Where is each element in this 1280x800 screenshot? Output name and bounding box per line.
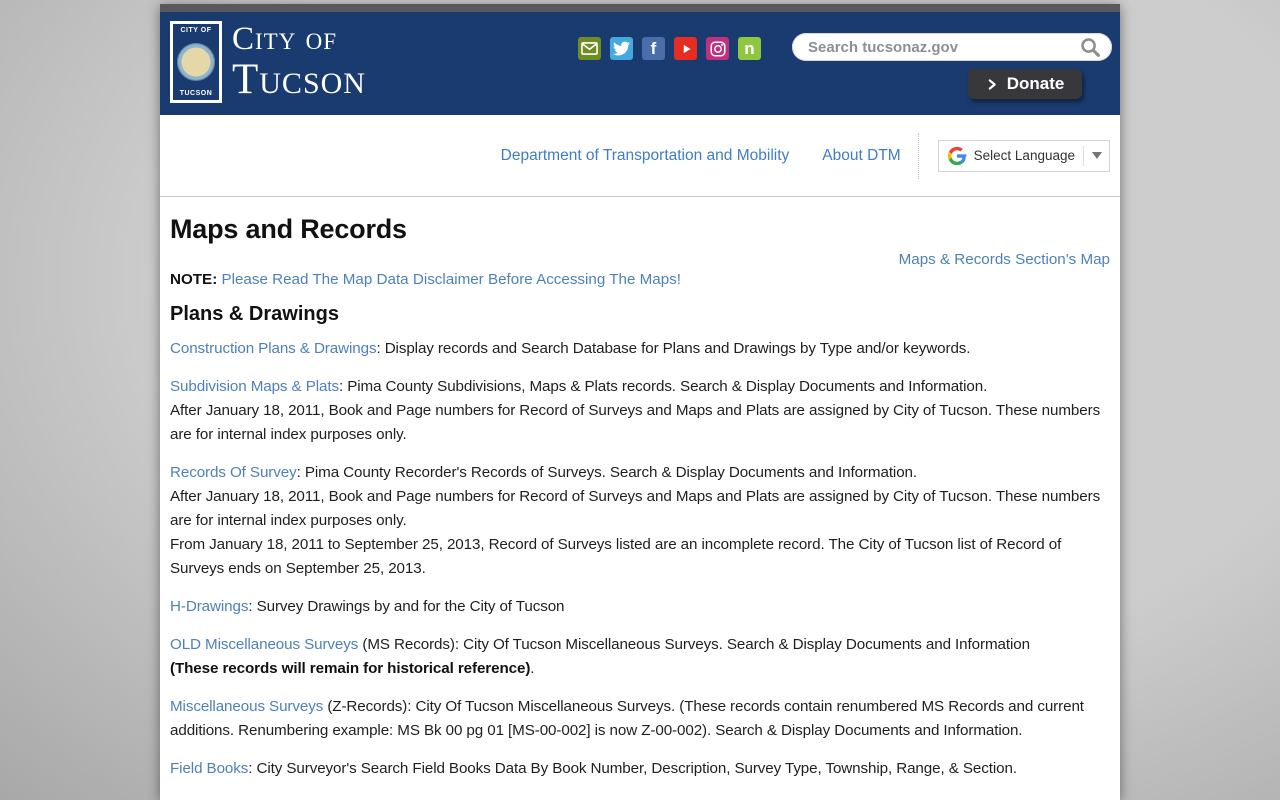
inline-link[interactable]: Miscellaneous Surveys: [170, 698, 324, 715]
language-selector-divider: [1083, 146, 1084, 166]
paragraph-list: [170, 337, 1110, 781]
note-label: NOTE:: [170, 271, 218, 288]
search-input[interactable]: [806, 38, 1079, 57]
paragraph-text: (These records will remain for historical reference): [170, 660, 531, 677]
paragraph: [170, 375, 1110, 447]
social-links: [578, 37, 761, 60]
nextdoor-icon[interactable]: [738, 37, 761, 60]
language-selector[interactable]: [938, 140, 1110, 172]
page-title: Maps and Records: [170, 214, 407, 244]
inline-link[interactable]: Construction Plans & Drawings: [170, 340, 377, 357]
donate-button[interactable]: [968, 69, 1082, 99]
site-search: [792, 33, 1112, 61]
youtube-icon[interactable]: [674, 37, 697, 60]
paragraph-text: After January 18, 2011, Book and Page numbers for Record of Surveys and Maps and Plats are assigned by City of Tucson. These numbers are for internal index purposes only.: [170, 402, 1101, 443]
logo-wordmark: [232, 23, 366, 101]
chevron-right-icon: [986, 77, 999, 92]
paragraph: [170, 695, 1110, 743]
paragraph: [170, 461, 1110, 581]
paragraph: [170, 337, 1110, 361]
nav-divider: [918, 133, 919, 179]
wordmark-line1: City of: [232, 21, 337, 57]
inline-link[interactable]: Records Of Survey: [170, 464, 297, 481]
inline-link[interactable]: Field Books: [170, 760, 249, 777]
page-top-strip: [160, 4, 1120, 12]
seal-top-text: CITY OF: [180, 27, 212, 34]
paragraph-text: (Z-Records): City Of Tucson Miscellaneous Surveys. (These records contain renumbered MS Records and current additions. Renumbering example: MS Bk 00 pg 01 [MS-00-002] is now Z-00-002). Search & Display Documents and Information.: [170, 698, 1084, 739]
facebook-icon[interactable]: [642, 37, 665, 60]
facebook-glyph: f: [650, 39, 657, 58]
language-selector-label: Select Language: [973, 148, 1075, 163]
paragraph-text: : Survey Drawings by and for the City of Tucson: [248, 598, 565, 615]
inline-link[interactable]: H-Drawings: [170, 598, 249, 615]
paragraph-text: : City Surveyor's Search Field Books Data By Book Number, Description, Survey Type, Township, Range, & Section.: [248, 760, 1017, 777]
site-masthead: [160, 12, 1120, 115]
inline-link[interactable]: Subdivision Maps & Plats: [170, 378, 339, 395]
nav-link-about-dtm[interactable]: About DTM: [822, 146, 901, 164]
note-line: [170, 271, 1110, 288]
nextdoor-glyph: n: [744, 39, 755, 58]
paragraph-text: From January 18, 2011 to September 25, 2013, Record of Surveys listed are an incomplete record. The City of Tucson list of Record of Surveys ends on September 25, 2013.: [170, 536, 1062, 577]
paragraph-text: : Pima County Recorder's Records of Surveys. Search & Display Documents and Information.: [296, 464, 918, 481]
wordmark-line2: Tucson: [232, 56, 366, 103]
section-map-link[interactable]: Maps & Records Section's Map: [898, 251, 1110, 268]
seal-bottom-text: TUCSON: [179, 90, 213, 97]
nav-strip: [160, 115, 1120, 197]
section-map-line: [170, 251, 1110, 268]
nav-link-department[interactable]: Department of Transportation and Mobility: [500, 146, 790, 164]
paragraph-text: After January 18, 2011, Book and Page numbers for Record of Surveys and Maps and Plats are assigned by City of Tucson. These numbers are for internal index purposes only.: [170, 488, 1101, 529]
paragraph-text: .: [530, 660, 535, 677]
paragraph-text: : Pima County Subdivisions, Maps & Plats records. Search & Display Documents and Information.: [338, 378, 988, 395]
instagram-icon[interactable]: [706, 37, 729, 60]
seal-emblem: [177, 43, 215, 81]
section-heading: Plans & Drawings: [170, 303, 339, 325]
paragraph: [170, 633, 1110, 681]
browser-page: [160, 4, 1120, 800]
google-translate-icon: [947, 146, 967, 166]
paragraph: [170, 757, 1110, 781]
city-seal: [170, 21, 222, 103]
disclaimer-link[interactable]: Please Read The Map Data Disclaimer Before Accessing The Maps!: [221, 271, 681, 288]
chevron-down-icon: [1092, 152, 1102, 159]
paragraph-text: : Display records and Search Database for Plans and Drawings by Type and/or keywords.: [376, 340, 971, 357]
main-content: [160, 214, 1120, 781]
inline-link[interactable]: OLD Miscellaneous Surveys: [170, 636, 359, 653]
email-icon[interactable]: [578, 37, 601, 60]
paragraph: [170, 595, 1110, 619]
city-of-tucson-logo[interactable]: [170, 21, 366, 103]
search-icon[interactable]: [1079, 36, 1102, 59]
paragraph-text: (MS Records): City Of Tucson Miscellaneous Surveys. Search & Display Documents and Information: [358, 636, 1030, 653]
donate-label: Donate: [1006, 74, 1065, 93]
twitter-icon[interactable]: [610, 37, 633, 60]
